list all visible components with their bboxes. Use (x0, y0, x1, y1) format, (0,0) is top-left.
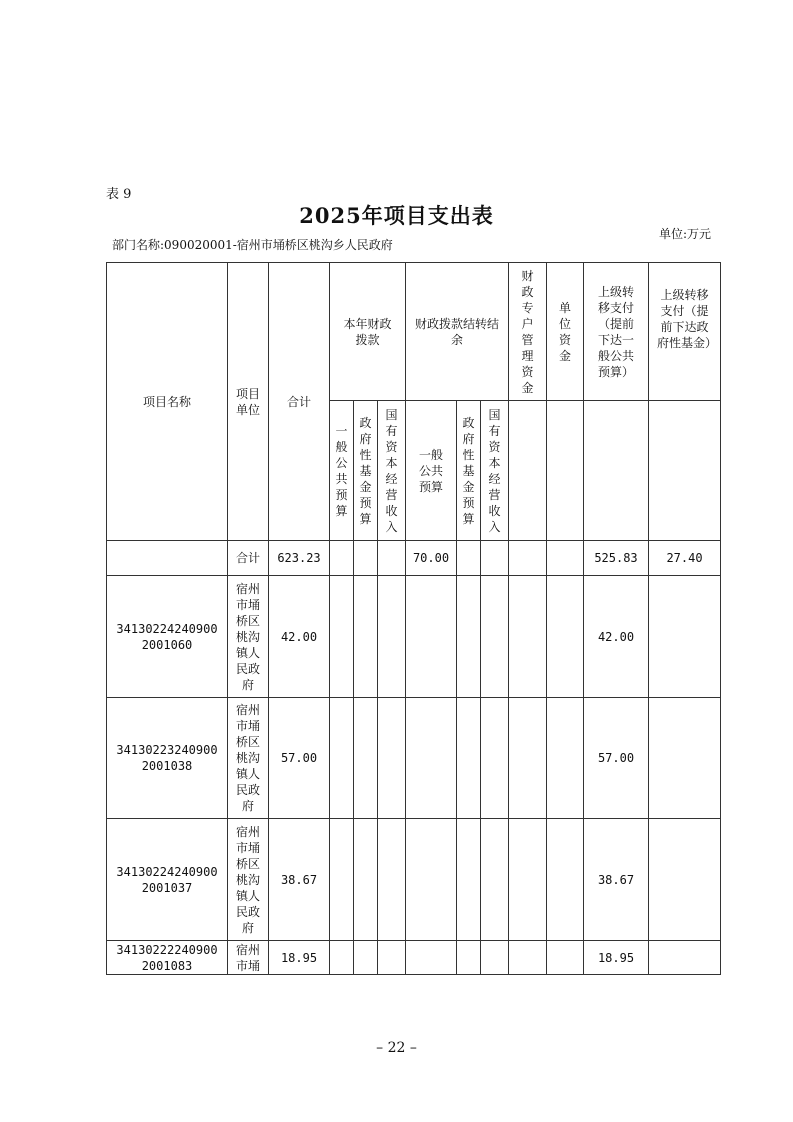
unit-label: 单位:万元 (658, 227, 712, 241)
empty-cell (457, 698, 481, 819)
project-transfer-general: 38.67 (584, 819, 649, 941)
project-total: 57.00 (269, 698, 330, 819)
empty-cell (354, 941, 378, 975)
empty-cell (406, 819, 457, 941)
empty-cell (457, 576, 481, 698)
empty-cell (330, 698, 354, 819)
empty-cell (649, 819, 721, 941)
project-code: 341302222409002001083 (107, 941, 228, 975)
empty-cell (330, 941, 354, 975)
page-title: 2025年项目支出表 (299, 203, 494, 228)
empty-cell (378, 698, 406, 819)
header-transfer-fund: 上级转移支付（提前下达政府性基金） (649, 263, 721, 401)
empty-cell (547, 576, 584, 698)
header-sub-state: 国有资本经营收入 (378, 401, 406, 541)
total-label: 合计 (228, 541, 269, 576)
empty-cell (509, 698, 547, 819)
project-transfer-general: 42.00 (584, 576, 649, 698)
empty-cell (354, 698, 378, 819)
project-code: 341302242409002001037 (107, 819, 228, 941)
empty-cell (481, 819, 509, 941)
empty-cell (481, 698, 509, 819)
header-total: 合计 (269, 263, 330, 541)
project-unit: 宿州市埇桥区桃沟镇人民政府 (228, 819, 269, 941)
empty-cell (354, 819, 378, 941)
header-carry-general: 一般公共预算 (406, 401, 457, 541)
empty-cell (378, 576, 406, 698)
empty-cell (354, 576, 378, 698)
empty-cell (457, 941, 481, 975)
table-row (107, 819, 721, 941)
project-total: 42.00 (269, 576, 330, 698)
total-transfer-general: 525.83 (584, 541, 649, 576)
project-unit: 宿州市埇桥区桃沟镇人民政府 (228, 698, 269, 819)
project-transfer-general: 18.95 (584, 941, 649, 975)
header-carryover: 财政拨款结转结余 (406, 263, 509, 401)
empty-cell (649, 576, 721, 698)
project-total: 38.67 (269, 819, 330, 941)
table-row (107, 941, 721, 975)
total-amount: 623.23 (269, 541, 330, 576)
table-row (107, 576, 721, 698)
project-unit: 宿州市埇 (228, 941, 269, 975)
page-number: – 22 – (376, 1040, 417, 1056)
header-current-year: 本年财政拨款 (330, 263, 406, 401)
project-expenditure-table (106, 262, 721, 975)
empty-cell (406, 698, 457, 819)
project-code: 341302232409002001038 (107, 698, 228, 819)
empty-cell (547, 941, 584, 975)
empty-cell (547, 698, 584, 819)
project-transfer-general: 57.00 (584, 698, 649, 819)
empty-cell (509, 941, 547, 975)
table-row (107, 698, 721, 819)
empty-cell (547, 819, 584, 941)
empty-cell (509, 576, 547, 698)
project-unit: 宿州市埇桥区桃沟镇人民政府 (228, 576, 269, 698)
empty-cell (509, 819, 547, 941)
header-project-unit: 项目单位 (228, 263, 269, 541)
empty-cell (457, 819, 481, 941)
empty-cell (406, 941, 457, 975)
empty-cell (378, 819, 406, 941)
header-sub-general: 一般公共预算 (330, 401, 354, 541)
header-unit-funds: 单位资金 (547, 263, 584, 401)
header-transfer-general: 上级转移支付（提前下达一般公共预算） (584, 263, 649, 401)
project-code: 341302242409002001060 (107, 576, 228, 698)
header-project-name: 项目名称 (107, 263, 228, 541)
empty-cell (330, 819, 354, 941)
project-total: 18.95 (269, 941, 330, 975)
header-special-account: 财政专户管理资金 (509, 263, 547, 401)
empty-cell (481, 576, 509, 698)
header-carry-fund: 政府性基金预算 (457, 401, 481, 541)
table-label: 表 9 (106, 187, 132, 202)
empty-cell (649, 698, 721, 819)
empty-cell (481, 941, 509, 975)
empty-cell (330, 576, 354, 698)
empty-cell (649, 941, 721, 975)
empty-cell (406, 576, 457, 698)
total-row (107, 541, 721, 576)
total-carry-general: 70.00 (406, 541, 457, 576)
header-sub-fund: 政府性基金预算 (354, 401, 378, 541)
total-transfer-fund: 27.40 (649, 541, 721, 576)
header-carry-state: 国有资本经营收入 (481, 401, 509, 541)
department-name: 部门名称:090020001-宿州市埇桥区桃沟乡人民政府 (112, 238, 393, 252)
empty-cell (378, 941, 406, 975)
